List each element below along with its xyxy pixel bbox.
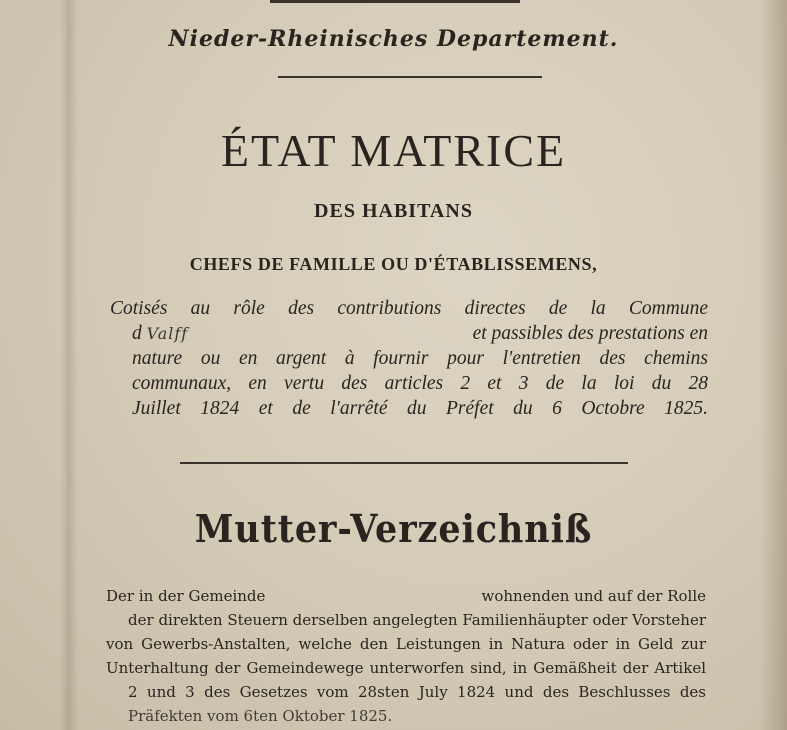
title-main: ÉTAT MATRICE [220, 125, 567, 176]
commune-prefix: d [132, 323, 142, 344]
divider-rule-middle [180, 462, 628, 464]
top-rule [270, 0, 520, 3]
divider-rule-top [278, 76, 542, 78]
german-paragraph [106, 584, 706, 728]
german-line-1-left: Der in der Gemeinde [106, 587, 266, 605]
paper-fold [60, 0, 78, 730]
german-title: Mutter-Verzeichniß [194, 506, 593, 551]
german-line-1 [106, 584, 706, 608]
paper-edge-shadow [759, 0, 787, 730]
german-line-4: Unterhaltung der Gemeindewege unterworfen sind, in Gemäßheit der Artikel [106, 659, 706, 677]
handwritten-commune: Valff [146, 324, 189, 343]
french-line-2-text: et passibles des prestations en [472, 323, 708, 344]
title-line3: CHEFS DE FAMILLE OU D'ÉTABLISSEMENS, [189, 254, 598, 274]
french-line-1: Cotisés au rôle des contributions directes de la Commune [110, 298, 708, 319]
german-line-6: Präfekten vom 6ten Oktober 1825. [128, 707, 393, 725]
german-line-3: von Gewerbs-Anstalten, welche den Leistungen in Natura oder in Geld zur [106, 635, 706, 653]
french-line-4: communaux, en vertu des articles 2 et 3 de la loi du 28 [132, 373, 708, 394]
department-heading: Nieder-Rheinisches Departement. [168, 26, 619, 52]
german-line-2: der direkten Steuern derselben angelegten Familienhäupter oder Vorsteher [128, 611, 706, 629]
commune-fill-in [132, 321, 188, 346]
title-line2: DES HABITANS [314, 200, 473, 222]
french-line-3: nature ou en argent à fournir pour l'entretien des chemins [132, 348, 708, 369]
german-line-1-right: wohnenden und auf der Rolle [481, 587, 706, 605]
french-line-5: Juillet 1824 et de l'arrêté du Préfet du 6 Octobre 1825. [132, 398, 708, 419]
german-line-5: 2 und 3 des Gesetzes vom 28sten July 1824 und des Beschlusses des [128, 683, 706, 701]
french-paragraph [110, 296, 708, 421]
french-line-2 [110, 321, 708, 346]
